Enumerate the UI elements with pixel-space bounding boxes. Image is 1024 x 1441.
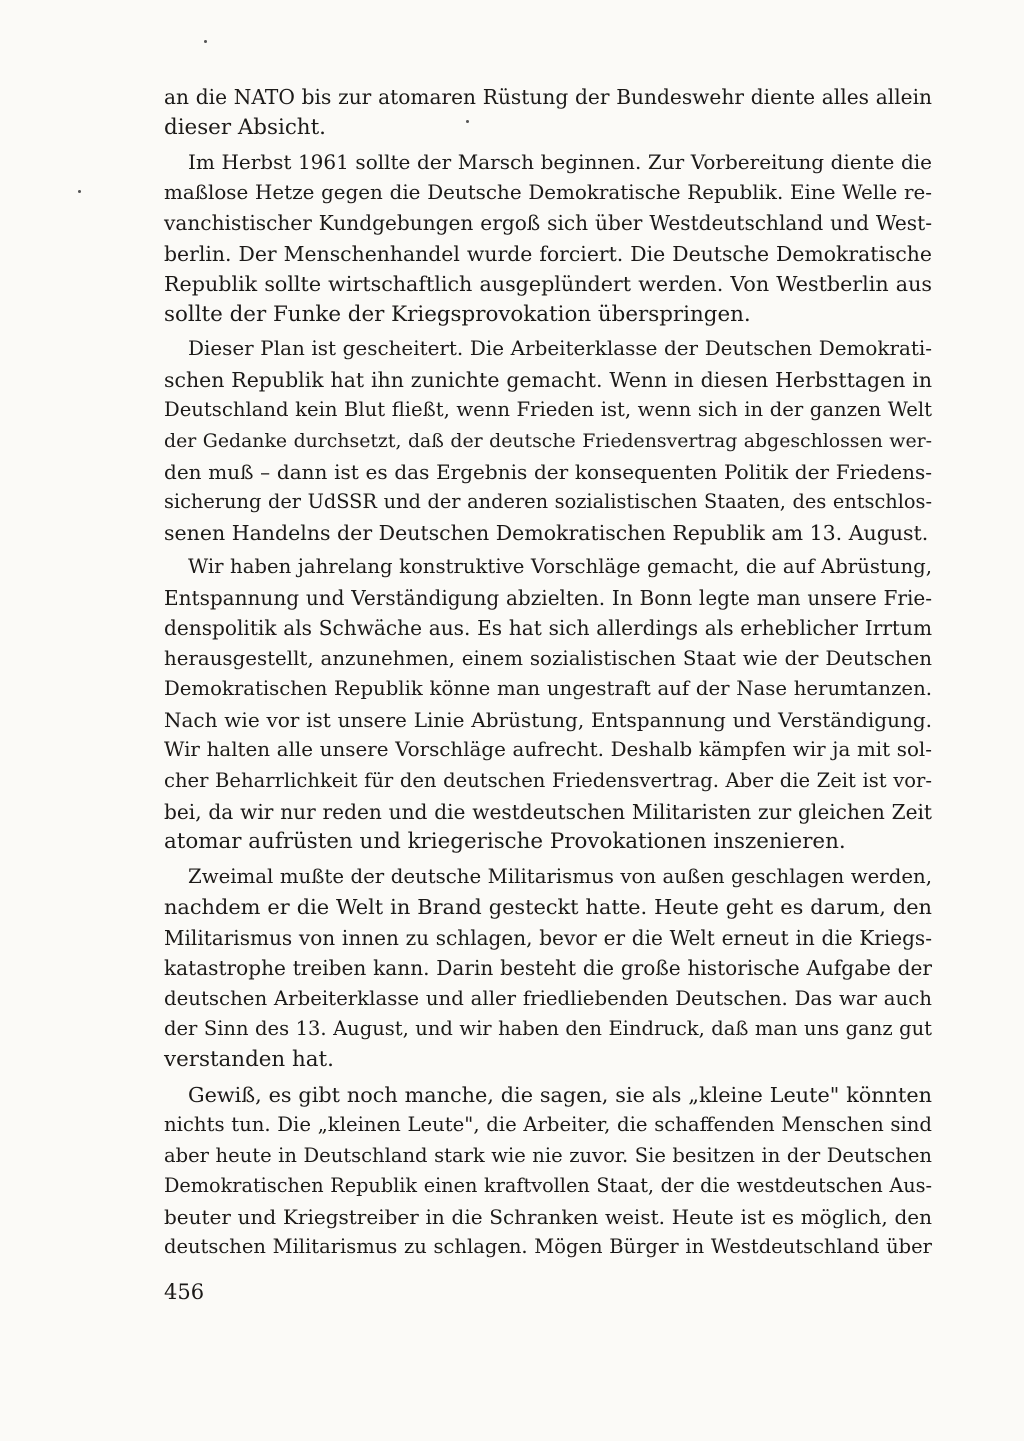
text-line: denspolitik als Schwäche aus. Es hat sich allerdings als erheblicher Irrtum bbox=[164, 616, 932, 641]
text-line: Wir halten alle unsere Vorschläge aufrecht. Deshalb kämpfen wir ja mit sol- bbox=[164, 738, 932, 762]
text-line: herausgestellt, anzunehmen, einem sozialistischen Staat wie der Deutschen bbox=[164, 646, 932, 670]
text-line: Dieser Plan ist gescheitert. Die Arbeiterklasse der Deutschen Demokrati- bbox=[188, 337, 932, 361]
paragraph bbox=[164, 552, 932, 857]
page-number: 456 bbox=[164, 1280, 205, 1304]
text-line: nichts tun. Die „kleinen Leute", die Arbeiter, die schaffenden Menschen sind bbox=[164, 1113, 932, 1137]
paragraph bbox=[164, 334, 932, 548]
text-line: beuter und Kriegstreiber in die Schranken weist. Heute ist es möglich, den bbox=[164, 1204, 932, 1229]
text-line: Im Herbst 1961 sollte der Marsch beginnen. Zur Vorbereitung diente die bbox=[188, 150, 932, 175]
text-line: atomar aufrüsten und kriegerische Provokationen inszenieren. bbox=[164, 829, 846, 855]
text-line: Militarismus von innen zu schlagen, bevor er die Welt erneut in die Kriegs- bbox=[164, 925, 932, 950]
text-line: maßlose Hetze gegen die Deutsche Demokratische Republik. Eine Welle re- bbox=[164, 180, 932, 204]
text-line: Demokratischen Republik einen kraftvollen Staat, der die westdeutschen Aus- bbox=[164, 1174, 932, 1198]
text-line: Wir haben jahrelang konstruktive Vorschläge gemacht, die auf Abrüstung, bbox=[188, 555, 932, 579]
text-line: den muß – dann ist es das Ergebnis der konsequenten Politik der Friedens- bbox=[164, 459, 932, 484]
text-line: Zweimal mußte der deutsche Militarismus von außen geschlagen werden, bbox=[188, 864, 932, 888]
text-line: nachdem er die Welt in Brand gesteckt hatte. Heute geht es darum, den bbox=[164, 895, 932, 920]
paragraph bbox=[164, 862, 932, 1076]
text-line: verstanden hat. bbox=[164, 1046, 334, 1072]
paragraph bbox=[164, 1080, 932, 1263]
text-line: der Gedanke durchsetzt, daß der deutsche Friedensvertrag abgeschlossen wer- bbox=[164, 430, 932, 453]
text-line: berlin. Der Menschenhandel wurde forciert. Die Deutsche Demokratische bbox=[164, 241, 932, 266]
text-line: Nach wie vor ist unsere Linie Abrüstung, Entspannung und Verständigung. bbox=[164, 707, 932, 732]
text-line: cher Beharrlichkeit für den deutschen Friedensvertrag. Aber die Zeit ist vor- bbox=[164, 769, 932, 793]
text-line: Deutschland kein Blut fließt, wenn Frieden ist, wenn sich in der ganzen Welt bbox=[164, 398, 932, 422]
text-line: sollte der Funke der Kriegsprovokation überspringen. bbox=[164, 301, 751, 327]
text-line: aber heute in Deutschland stark wie nie zuvor. Sie besitzen in der Deutschen bbox=[164, 1143, 932, 1167]
body-text bbox=[164, 82, 932, 1263]
text-line: der Sinn des 13. August, und wir haben den Eindruck, daß man uns ganz gut bbox=[164, 1017, 932, 1041]
text-line: Republik sollte wirtschaftlich ausgeplündert werden. Von Westberlin aus bbox=[164, 272, 932, 297]
text-line: Entspannung und Verständigung abzielten. In Bonn legte man unsere Frie- bbox=[164, 585, 932, 610]
text-line: deutschen Militarismus zu schlagen. Mögen Bürger in Westdeutschland über bbox=[164, 1235, 932, 1259]
text-line: dieser Absicht. bbox=[164, 114, 326, 140]
text-line: senen Handelns der Deutschen Demokratischen Republik am 13. August. bbox=[164, 520, 929, 545]
paragraph bbox=[164, 147, 932, 330]
text-line: sicherung der UdSSR und der anderen sozialistischen Staaten, des entschlos- bbox=[164, 490, 932, 514]
print-speck bbox=[78, 190, 81, 193]
text-line: katastrophe treiben kann. Darin besteht die große historische Aufgabe der bbox=[164, 956, 932, 981]
print-speck bbox=[204, 40, 207, 43]
text-line: Demokratischen Republik könne man ungestraft auf der Nase herumtanzen. bbox=[164, 677, 932, 701]
text-line: bei, da wir nur reden und die westdeutschen Militaristen zur gleichen Zeit bbox=[164, 799, 932, 824]
text-line: schen Republik hat ihn zunichte gemacht. Wenn in diesen Herbsttagen in bbox=[164, 367, 932, 392]
paragraph bbox=[164, 82, 932, 143]
text-line: Gewiß, es gibt noch manche, die sagen, sie als „kleine Leute" könnten bbox=[188, 1082, 932, 1107]
text-line: deutschen Arbeiterklasse und aller friedliebenden Deutschen. Das war auch bbox=[164, 986, 932, 1010]
text-line: an die NATO bis zur atomaren Rüstung der Bundeswehr diente alles allein bbox=[164, 85, 932, 109]
text-line: vanchistischer Kundgebungen ergoß sich über Westdeutschland und West- bbox=[164, 211, 932, 236]
